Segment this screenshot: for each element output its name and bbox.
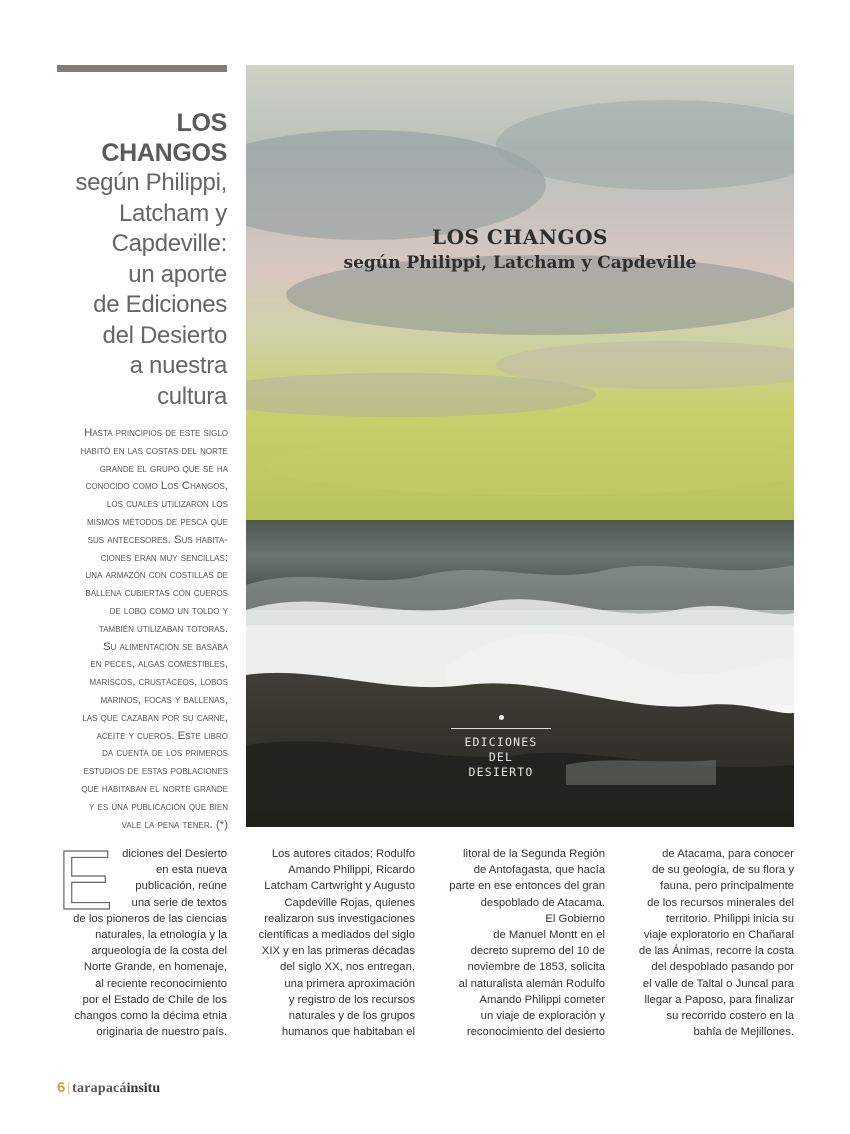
- publisher-logo: EDICIONES DEL DESIERTO: [446, 715, 556, 780]
- magazine-brand-part2: insitu: [126, 1081, 161, 1096]
- cover-title-main: LOS CHANGOS: [432, 225, 608, 249]
- body-column-3: litoral de la Segunda Región de Antofagasta, que hacía parte en ese entonces del gran despoblado de Atacama. El Gobierno de Manuel Montt en el decreto supremo del 10 de noviembre de 1853, solicita al naturalista alemán Rodulfo Amando Philippi cometer un viaje de exploración y reconocimiento del desierto: [449, 848, 605, 1039]
- page-number: 6: [57, 1079, 66, 1096]
- lead-paragraph: Hasta principios de este siglo habitó en las costas del norte grande el grupo que se ha conocido como Los Changos, los cuales utilizaron los mismos métodos de pesca que sus antecesores. Sus habita- ciones eran muy sencillas: una armazón con costillas de ballena cubiertas con cueros de lobo como un toldo y también utilizaban totoras. Su alimentación se basaba en peces, algas comestibles, mariscos, crustáceos, lobos marinos, focas y ballenas, las que cazaban por su carne, aceite y cueros. Este libro da cuenta de los primeros estudios de estas poblaciones que habitaban el norte grande y es una publicación que bien vale la pena tener. (*): [80, 427, 228, 831]
- book-cover-image: [246, 65, 794, 827]
- body-column-2: Los autores citados; Rodulfo Amando Philippi, Ricardo Latcham Cartwright y Augusto Capdeville Rojas, quienes realizaron sus investigaciones científicas a mediados del siglo XIX y en las primeras décadas del siglo XX, nos entregan, una primera aproximación y registro de los recursos naturales y de los grupos humanos que habitaban el: [258, 848, 415, 1039]
- page-footer: [57, 1079, 160, 1097]
- headline-subtitle: según Philippi, Latcham y Capdeville: un aporte de Ediciones del Desierto a nuestra cultura: [75, 169, 227, 410]
- section-rule: [57, 65, 227, 72]
- magazine-brand-part1: tarapacá: [72, 1081, 127, 1096]
- seascape-illustration: [246, 65, 794, 827]
- headline-bold: LOS CHANGOS: [101, 109, 227, 167]
- cover-title-subtitle: según Philippi, Latcham y Capdeville: [343, 253, 697, 273]
- rule-ornament: [451, 728, 551, 729]
- body-column-4: de Atacama, para conocer de su geología, de su flora y fauna, pero principalmente de los recursos minerales del territorio. Philippi inicia su viaje exploratorio en Chañaral de las Ánimas, recorre la costa del despoblado pasando por el valle de Taltal o Juncal para llegar a Paposo, para finalizar su recorrido costero en la bahía de Mejillones.: [638, 848, 794, 1039]
- cover-title: [246, 223, 794, 275]
- dot-ornament: [499, 715, 504, 720]
- drop-cap: E: [57, 833, 114, 927]
- body-column-1: diciones del Desierto en esta nueva publicación, reúne una serie de textos de los pioneros de las ciencias naturales, la etnología y la arqueología de la costa del Norte Grande, en homenaje, al reciente reconocimiento por el Estado de Chile de los changos como la décima etnia originaria de nuestro país.: [73, 848, 227, 1039]
- footer-separator: |: [67, 1081, 71, 1096]
- headline: [40, 108, 227, 412]
